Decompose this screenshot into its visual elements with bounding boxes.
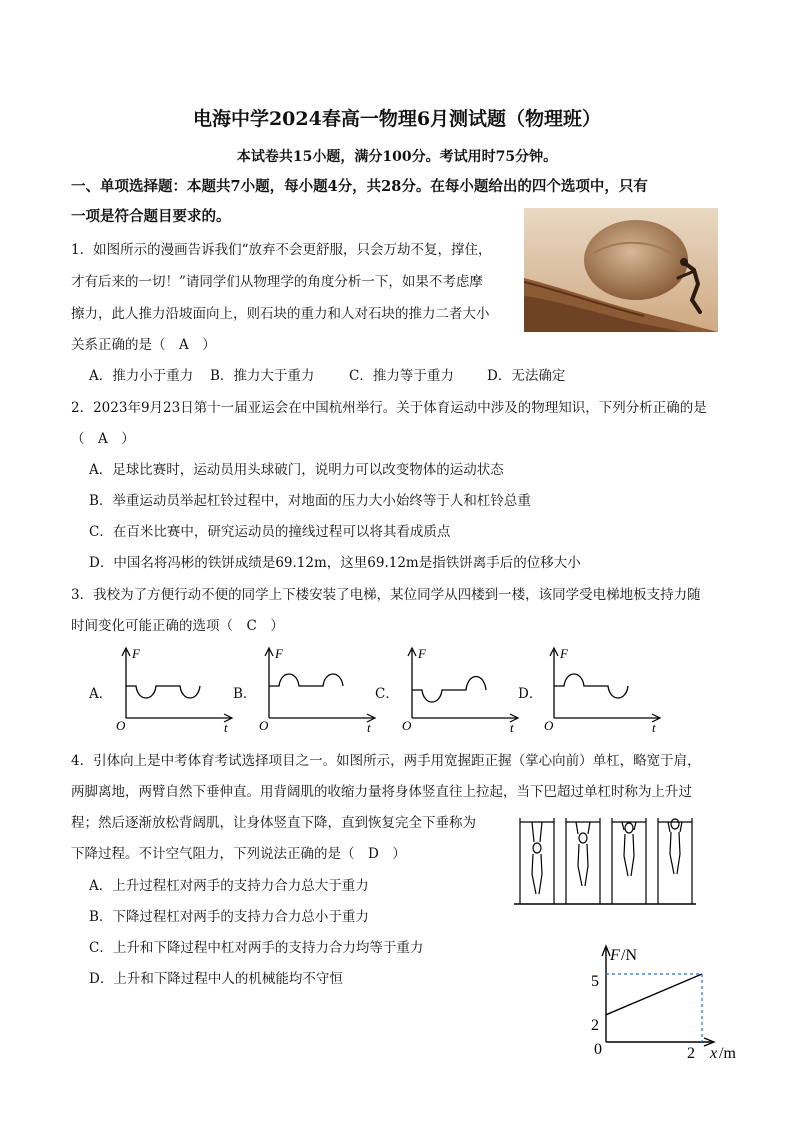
q3-graph-label-c: C． [375, 686, 399, 702]
boulder-photo [524, 208, 718, 332]
q3-line-2: 时间变化可能正确的选项（ C ） [71, 618, 284, 634]
q1-option-d: D．无法确定 [487, 368, 566, 384]
q4-option-c: C．上升和下降过程中杠对两手的支持力合力均等于重力 [89, 940, 424, 956]
q4-line-3: 程；然后逐渐放松背阔肌，让身体竖直下降，直到恢复完全下垂称为 [71, 815, 476, 831]
q4-option-d: D．上升和下降过程中人的机械能均不守恒 [89, 971, 343, 987]
q3-graph-b [253, 642, 383, 734]
f-x-graph [588, 940, 748, 1064]
q2-option-b: B．举重运动员举起杠铃过程中，对地面的压力大小始终等于人和杠铃总重 [89, 493, 531, 509]
q3-graph-d [538, 642, 668, 734]
fx-data-line [606, 974, 702, 1015]
q2-option-c: C．在百米比赛中，研究运动员的撞线过程可以将其看成质点 [89, 524, 451, 540]
q4-line-1: 4．引体向上是中考体育考试选择项目之一。如图所示，两手用宽握距正握（掌心向前）单杠，略宽于肩， [71, 753, 701, 769]
svg-text:t: t [367, 720, 371, 734]
q2-option-a: A．足球比赛时，运动员用头球破门，说明力可以改变物体的运动状态 [89, 462, 504, 478]
svg-text:F: F [132, 646, 140, 661]
svg-text:O: O [544, 718, 554, 733]
paper-title: 电海中学2024春高一物理6月测试题（物理班） [192, 108, 602, 130]
q3-graph-label-b: B． [233, 686, 257, 702]
section-heading: 一、单项选择题：本题共7小题，每小题4分，共28分。在每小题给出的四个选项中，只有 [71, 178, 648, 195]
q4-line-4: 下降过程。不计空气阻力，下列说法正确的是（ D ） [71, 846, 406, 862]
q2-line-1: 2．2023年9月23日第十一届亚运会在中国杭州举行。关于体育运动中涉及的物理知识，下列分析正确的是 [71, 400, 707, 416]
q1-line-3: 擦力，此人推力沿坡面向上，则石块的重力和人对石块的推力二者大小 [71, 306, 490, 322]
fx-tick-x2: 2 [687, 1045, 695, 1062]
q1-option-b: B．推力大于重力 [210, 368, 315, 384]
svg-text:F: F [560, 646, 568, 661]
pull-up-figure [512, 812, 698, 908]
q3-line-1: 3．我校为了方便行动不便的同学上下楼安装了电梯，某位同学从四楼到一楼，该同学受电梯地板支持力随 [71, 587, 701, 603]
fx-ylabel-f: F [610, 947, 620, 964]
q4-option-b: B．下降过程杠对两手的支持力合力总小于重力 [89, 909, 369, 925]
q1-line-4: 关系正确的是（ A ） [71, 337, 216, 353]
q3-graph-label-d: D． [518, 686, 543, 702]
q1-option-a: A．推力小于重力 [89, 368, 194, 384]
q4-option-a: A．上升过程杠对两手的支持力合力总大于重力 [89, 878, 369, 894]
q1-line-2: 才有后来的一切！”请同学们从物理学的角度分析一下，如果不考虑摩 [71, 274, 483, 290]
q3-graph-label-a: A． [89, 686, 113, 702]
svg-text:O: O [116, 718, 126, 733]
svg-text:F: F [418, 646, 426, 661]
fx-tick-2: 2 [591, 1017, 599, 1034]
fx-tick-0: 0 [594, 1041, 602, 1058]
svg-text:O: O [402, 718, 412, 733]
q1-line-1: 1．如图所示的漫画告诉我们“放弃不会更舒服，只会万劫不复，撑住， [71, 242, 492, 258]
q2-option-d: D．中国名将冯彬的铁饼成绩是69.12m，这里69.12m是指铁饼离手后的位移大小 [89, 555, 581, 571]
paper-subtitle: 本试卷共15小题，满分100分。考试用时75分钟。 [236, 149, 558, 165]
fx-xlabel-x: x [710, 1045, 718, 1062]
section-heading-cont: 一项是符合题目要求的。 [71, 208, 231, 225]
svg-text:t: t [224, 720, 228, 734]
svg-text:t: t [510, 720, 514, 734]
svg-text:F: F [275, 646, 283, 661]
fx-xlabel-unit: /m [719, 1045, 736, 1062]
q4-line-2: 两脚离地，两臂自然下垂伸直。用背阔肌的收缩力量将身体竖直往上拉起，当下巴超过单杠时称为上升过 [71, 784, 692, 800]
q3-graph-a [110, 642, 240, 734]
svg-text:t: t [652, 720, 656, 734]
q3-graph-c [396, 642, 526, 734]
fx-tick-5: 5 [591, 973, 599, 990]
q2-line-2: （ A ） [71, 431, 135, 447]
svg-text:O: O [259, 718, 269, 733]
q1-option-c: C．推力等于重力 [349, 368, 454, 384]
fx-ylabel-unit: /N [621, 947, 637, 964]
